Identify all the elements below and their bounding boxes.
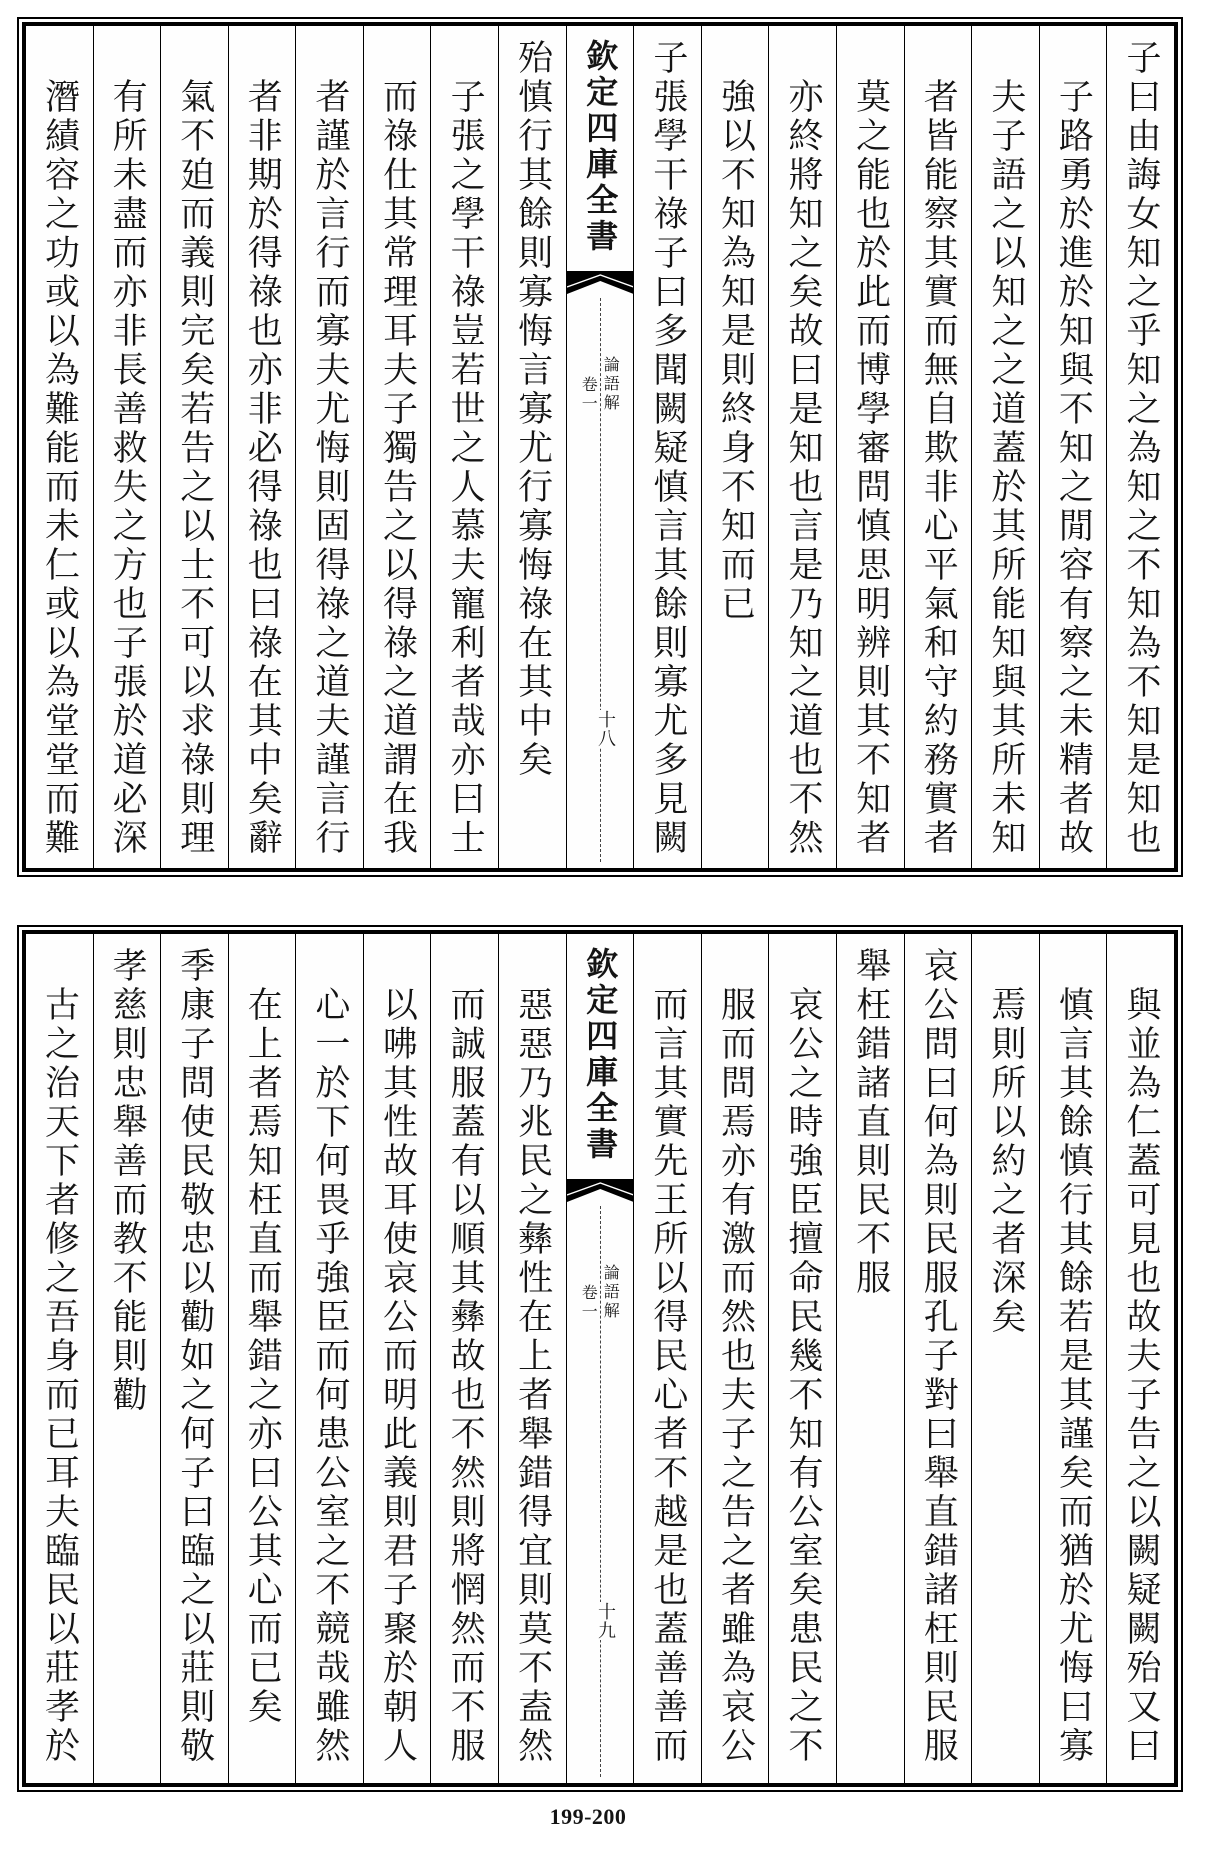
text-column: 哀公問曰何為則民服孔子對曰舉直錯諸枉則民服 [904, 934, 972, 1783]
commentary-column: 在上者焉知枉直而舉錯之亦曰公其心而已矣 [228, 934, 296, 1783]
text-column: 孝慈則忠舉善而教不能則勸 [93, 934, 161, 1783]
book-title: 欽定四庫全書 [581, 39, 620, 255]
fishtail-ornament [567, 1179, 634, 1203]
commentary-column: 子路勇於進於知與不知之閒容有察之未精者故 [1039, 26, 1107, 868]
center-fold-column [566, 26, 634, 868]
folio-number: 十八 [594, 710, 616, 748]
commentary-column: 焉則所以約之者深矣 [971, 934, 1039, 1783]
commentary-column: 亦終將知之矣故曰是知也言是乃知之道也不然 [768, 26, 836, 868]
leaf-bottom [17, 925, 1183, 1792]
commentary-column: 慎言其餘慎行其餘若是其謹矣而猶於尤悔曰寡 [1039, 934, 1107, 1783]
text-column: 舉枉錯諸直則民不服 [836, 934, 904, 1783]
commentary-column: 惡惡乃兆民之彝性在上者舉錯得宜則莫不盍然 [498, 934, 566, 1783]
text-column: 子張學干祿子曰多聞闕疑慎言其餘則寡尤多見闕 [633, 26, 701, 868]
commentary-column: 古之治天下者修之吾身而已耳夫臨民以莊孝於 [39, 986, 80, 1766]
folio-number: 十九 [594, 1602, 616, 1640]
commentary-column: 者皆能察其實而無自欺非心平氣和守約務實者 [904, 26, 972, 868]
page-number-footer: 199-200 [549, 1804, 627, 1829]
commentary-column: 而祿仕其常理耳夫子獨告之以得祿之道謂在我 [363, 26, 431, 868]
column-grid [26, 934, 1174, 1783]
commentary-column: 心一於下何畏乎強臣而何患公室之不競哉雖然 [295, 934, 363, 1783]
commentary-column: 而誠服蓋有以順其彝故也不然則將惘然而不服 [430, 934, 498, 1783]
commentary-column: 強以不知為知是則終身不知而已 [701, 26, 769, 868]
column-grid [26, 26, 1174, 868]
text-column: 季康子問使民敬忠以勸如之何子曰臨之以莊則敬 [160, 934, 228, 1783]
center-fold-column [566, 934, 634, 1783]
commentary-column: 與並為仁蓋可見也故夫子告之以闕疑闕殆又曰 [1106, 934, 1174, 1783]
commentary-column: 哀公之時強臣擅命民幾不知有公室矣患民之不 [768, 934, 836, 1783]
commentary-column: 者謹於言行而寡夫尤悔則固得祿之道夫謹言行 [295, 26, 363, 868]
commentary-column: 有所未盡而亦非長善救失之方也子張於道必深 [93, 26, 161, 868]
leaf-top [17, 17, 1183, 877]
volume-label: 卷一 [579, 376, 599, 414]
commentary-column: 夫子語之以知之之道蓋於其所能知與其所未知 [971, 26, 1039, 868]
commentary-column: 以咈其性故耳使哀公而明此義則君子聚於朝人 [363, 934, 431, 1783]
text-column: 殆慎行其餘則寡悔言寡尤行寡悔祿在其中矣 [498, 26, 566, 868]
volume-label: 卷一 [579, 1284, 599, 1322]
commentary-column: 服而問焉亦有激而然也夫子之告之者雖為哀公 [701, 934, 769, 1783]
commentary-column: 潛績容之功或以為難能而未仁或以為堂堂而難 [39, 78, 80, 858]
fishtail-ornament [567, 271, 634, 295]
commentary-column: 子張之學干祿豈若世之人慕夫寵利者哉亦曰士 [430, 26, 498, 868]
work-title: 論語解 [601, 1264, 621, 1321]
commentary-column: 者非期於得祿也亦非必得祿也曰祿在其中矣辭 [228, 26, 296, 868]
commentary-column: 而言其實先王所以得民心者不越是也蓋善善而 [633, 934, 701, 1783]
commentary-column: 莫之能也於此而博學審問慎思明辨則其不知者 [836, 26, 904, 868]
work-title: 論語解 [601, 356, 621, 413]
commentary-column: 氣不廹而義則完矣若告之以士不可以求祿則理 [160, 26, 228, 868]
text-column: 子曰由誨女知之乎知之為知之不知為不知是知也 [1106, 26, 1174, 868]
book-title: 欽定四庫全書 [581, 947, 620, 1163]
